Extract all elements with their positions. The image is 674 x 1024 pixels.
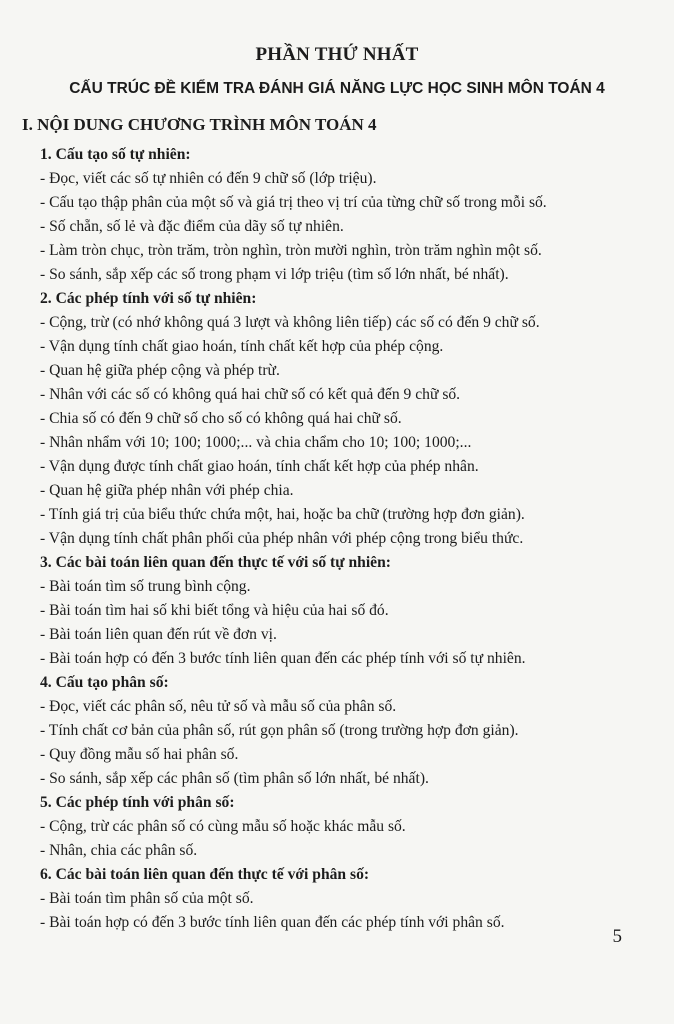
list-item: - Bài toán tìm phân số của một số. xyxy=(40,890,254,907)
list-item: - Đọc, viết các số tự nhiên có đến 9 chữ số (lớp triệu). xyxy=(40,170,377,187)
list-item: - Vận dụng được tính chất giao hoán, tính chất kết hợp của phép nhân. xyxy=(40,458,479,475)
list-item: - So sánh, sắp xếp các phân số (tìm phân số lớn nhất, bé nhất). xyxy=(40,770,429,787)
document-subtitle: CẤU TRÚC ĐỀ KIỂM TRA ĐÁNH GIÁ NĂNG LỰC HỌC SINH MÔN TOÁN 4 xyxy=(69,80,605,97)
group-heading: 5. Các phép tính với phân số: xyxy=(40,794,235,811)
group-heading: 2. Các phép tính với số tự nhiên: xyxy=(40,290,257,307)
list-item: - Cấu tạo thập phân của một số và giá trị theo vị trí của từng chữ số trong mỗi số. xyxy=(40,194,547,211)
list-item: - Bài toán hợp có đến 3 bước tính liên quan đến các phép tính với số tự nhiên. xyxy=(40,650,526,667)
list-item: - Tính giá trị của biểu thức chứa một, hai, hoặc ba chữ (trường hợp đơn giản). xyxy=(40,506,525,523)
list-item: - Bài toán liên quan đến rút về đơn vị. xyxy=(40,626,277,643)
list-item: - Chia số có đến 9 chữ số cho số có không quá hai chữ số. xyxy=(40,410,402,427)
list-item: - Vận dụng tính chất phân phối của phép nhân với phép cộng trong biểu thức. xyxy=(40,530,524,547)
list-item: - Nhân nhẩm với 10; 100; 1000;... và chia chẩm cho 10; 100; 1000;... xyxy=(40,434,472,451)
content-body xyxy=(40,143,660,935)
list-item: - Bài toán hợp có đến 3 bước tính liên quan đến các phép tính với phân số. xyxy=(40,914,505,931)
group-heading: 4. Cấu tạo phân số: xyxy=(40,674,169,691)
section-title: I. NỘI DUNG CHƯƠNG TRÌNH MÔN TOÁN 4 xyxy=(22,115,377,134)
list-item: - Nhân, chia các phân số. xyxy=(40,842,198,859)
group-heading: 1. Cấu tạo số tự nhiên: xyxy=(40,146,191,163)
list-item: - Đọc, viết các phân số, nêu tử số và mẫu số của phân số. xyxy=(40,698,397,715)
list-item: - Cộng, trừ (có nhớ không quá 3 lượt và không liên tiếp) các số có đến 9 chữ số. xyxy=(40,314,540,331)
part-title: PHẦN THỨ NHẤT xyxy=(255,44,419,65)
list-item: - Bài toán tìm số trung bình cộng. xyxy=(40,578,251,595)
list-item: - Quy đồng mẫu số hai phân số. xyxy=(40,746,239,763)
page-number: 5 xyxy=(612,926,622,947)
list-item: - Nhân với các số có không quá hai chữ số có kết quả đến 9 chữ số. xyxy=(40,386,461,403)
group-heading: 6. Các bài toán liên quan đến thực tế với phân số: xyxy=(40,866,370,883)
list-item: - Số chẵn, số lẻ và đặc điểm của dãy số tự nhiên. xyxy=(40,218,344,235)
list-item: - Làm tròn chục, tròn trăm, tròn nghìn, tròn mười nghìn, tròn trăm nghìn một số. xyxy=(40,242,542,259)
group-heading: 3. Các bài toán liên quan đến thực tế với số tự nhiên: xyxy=(40,554,391,571)
list-item: - Vận dụng tính chất giao hoán, tính chất kết hợp của phép cộng. xyxy=(40,338,444,355)
list-item: - Quan hệ giữa phép nhân với phép chia. xyxy=(40,482,294,499)
list-item: - Cộng, trừ các phân số có cùng mẫu số hoặc khác mẫu số. xyxy=(40,818,406,835)
list-item: - Quan hệ giữa phép cộng và phép trừ. xyxy=(40,362,280,379)
list-item: - So sánh, sắp xếp các số trong phạm vi lớp triệu (tìm số lớn nhất, bé nhất). xyxy=(40,266,509,283)
list-item: - Tính chất cơ bản của phân số, rút gọn phân số (trong trường hợp đơn giản). xyxy=(40,722,519,739)
list-item: - Bài toán tìm hai số khi biết tổng và hiệu của hai số đó. xyxy=(40,602,389,619)
